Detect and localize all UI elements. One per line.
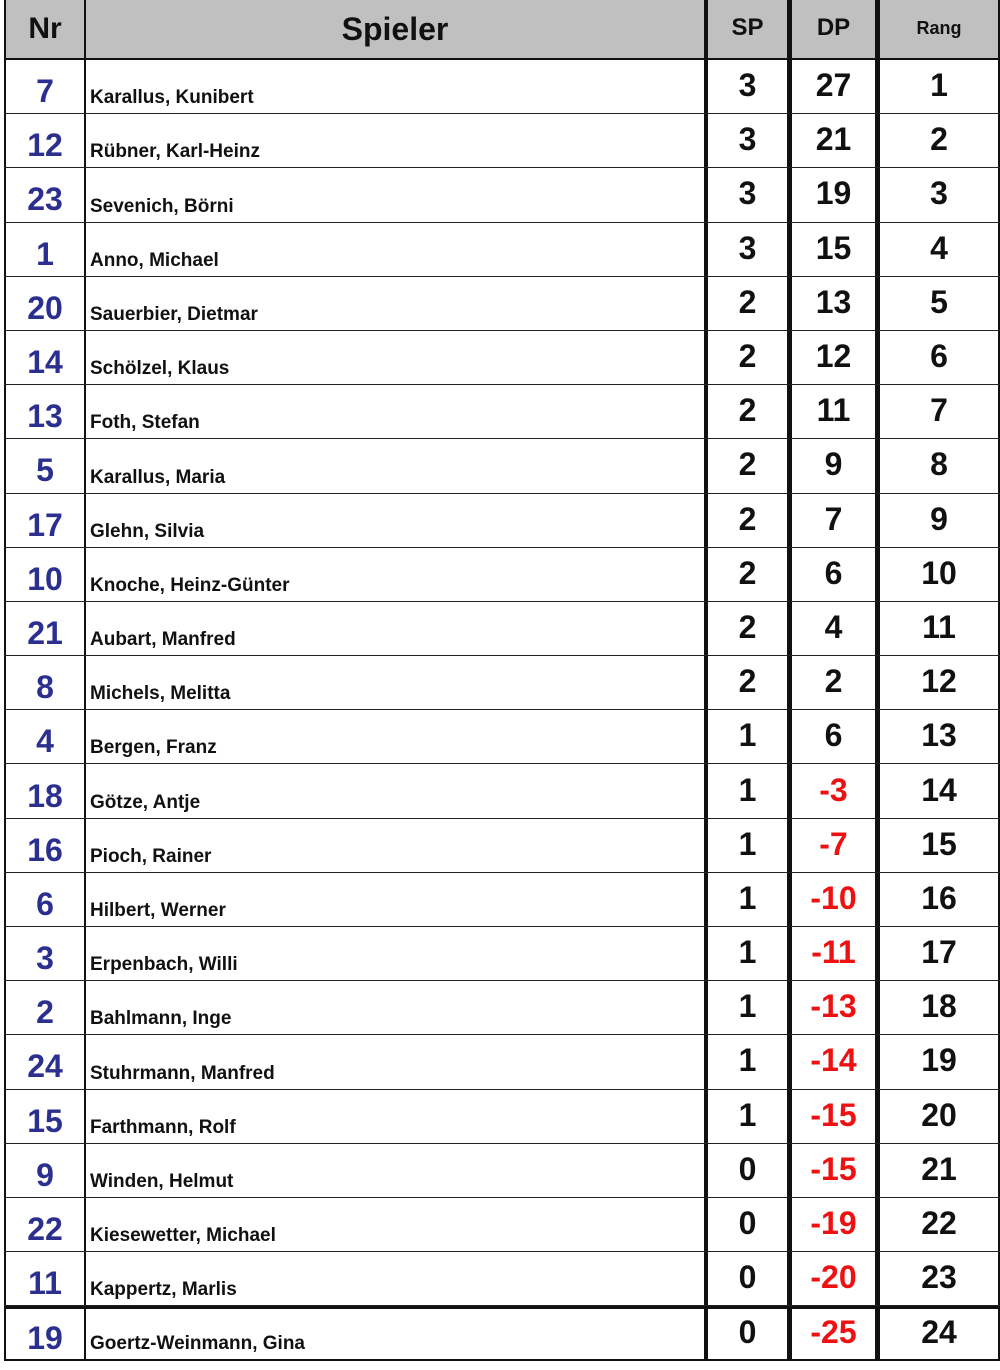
player-name: Goertz-Weinmann, Gina: [86, 1309, 706, 1358]
table-row: [4, 710, 1000, 764]
sp-value: 2: [706, 331, 792, 384]
header-rang: Rang: [880, 0, 1000, 58]
rank-value: 1: [880, 60, 1000, 113]
table-row: [4, 927, 1000, 981]
dp-value: 4: [792, 602, 880, 655]
table-body: [4, 60, 1000, 1361]
sp-value: 1: [706, 981, 792, 1034]
rank-value: 6: [880, 331, 1000, 384]
dp-value: 11: [792, 385, 880, 438]
player-number: 11: [4, 1252, 86, 1305]
table-row: [4, 1090, 1000, 1144]
player-number: 16: [4, 819, 86, 872]
rank-value: 23: [880, 1252, 1000, 1305]
player-name: Bahlmann, Inge: [86, 981, 706, 1034]
table-row: [4, 1306, 1000, 1360]
sp-value: 2: [706, 439, 792, 492]
table-row: [4, 981, 1000, 1035]
table-row: [4, 114, 1000, 168]
player-name: Foth, Stefan: [86, 385, 706, 438]
dp-value: 12: [792, 331, 880, 384]
rank-value: 5: [880, 277, 1000, 330]
player-name: Karallus, Kunibert: [86, 60, 706, 113]
sp-value: 1: [706, 764, 792, 817]
dp-value: 6: [792, 710, 880, 763]
table-row: [4, 764, 1000, 818]
player-name: Hilbert, Werner: [86, 873, 706, 926]
player-number: 13: [4, 385, 86, 438]
player-number: 5: [4, 439, 86, 492]
player-name: Farthmann, Rolf: [86, 1090, 706, 1143]
sp-value: 2: [706, 277, 792, 330]
rank-value: 4: [880, 223, 1000, 276]
player-name: Schölzel, Klaus: [86, 331, 706, 384]
rank-value: 24: [880, 1309, 1000, 1358]
player-number: 15: [4, 1090, 86, 1143]
rank-value: 16: [880, 873, 1000, 926]
sp-value: 2: [706, 602, 792, 655]
table-row: [4, 819, 1000, 873]
sp-value: 3: [706, 168, 792, 221]
player-number: 6: [4, 873, 86, 926]
rank-value: 14: [880, 764, 1000, 817]
player-name: Rübner, Karl-Heinz: [86, 114, 706, 167]
player-name: Anno, Michael: [86, 223, 706, 276]
player-name: Kappertz, Marlis: [86, 1252, 706, 1305]
rank-value: 8: [880, 439, 1000, 492]
table-row: [4, 494, 1000, 548]
player-number: 10: [4, 548, 86, 601]
dp-value: 15: [792, 223, 880, 276]
table-row: [4, 331, 1000, 385]
sp-value: 3: [706, 114, 792, 167]
rank-value: 7: [880, 385, 1000, 438]
rank-value: 19: [880, 1035, 1000, 1088]
rank-value: 17: [880, 927, 1000, 980]
dp-value: -20: [792, 1252, 880, 1305]
player-number: 21: [4, 602, 86, 655]
sp-value: 2: [706, 494, 792, 547]
player-name: Stuhrmann, Manfred: [86, 1035, 706, 1088]
rank-value: 12: [880, 656, 1000, 709]
player-name: Karallus, Maria: [86, 439, 706, 492]
rank-value: 10: [880, 548, 1000, 601]
player-name: Winden, Helmut: [86, 1144, 706, 1197]
player-number: 23: [4, 168, 86, 221]
player-name: Aubart, Manfred: [86, 602, 706, 655]
sp-value: 3: [706, 60, 792, 113]
table-header: [4, 0, 1000, 60]
dp-value: -14: [792, 1035, 880, 1088]
sp-value: 0: [706, 1144, 792, 1197]
player-number: 12: [4, 114, 86, 167]
rank-value: 11: [880, 602, 1000, 655]
player-number: 1: [4, 223, 86, 276]
player-number: 7: [4, 60, 86, 113]
dp-value: -25: [792, 1309, 880, 1358]
dp-value: -3: [792, 764, 880, 817]
player-number: 2: [4, 981, 86, 1034]
rank-value: 22: [880, 1198, 1000, 1251]
rank-value: 3: [880, 168, 1000, 221]
dp-value: -13: [792, 981, 880, 1034]
rank-value: 13: [880, 710, 1000, 763]
table-row: [4, 656, 1000, 710]
table-row: [4, 385, 1000, 439]
table-row: [4, 1252, 1000, 1306]
player-name: Götze, Antje: [86, 764, 706, 817]
player-name: Pioch, Rainer: [86, 819, 706, 872]
sp-value: 1: [706, 873, 792, 926]
table-row: [4, 602, 1000, 656]
sp-value: 2: [706, 548, 792, 601]
dp-value: -7: [792, 819, 880, 872]
sp-value: 2: [706, 385, 792, 438]
player-name: Michels, Melitta: [86, 656, 706, 709]
player-number: 20: [4, 277, 86, 330]
sp-value: 3: [706, 223, 792, 276]
header-dp: DP: [792, 0, 880, 58]
dp-value: -15: [792, 1090, 880, 1143]
player-number: 4: [4, 710, 86, 763]
player-number: 24: [4, 1035, 86, 1088]
table-row: [4, 439, 1000, 493]
player-name: Knoche, Heinz-Günter: [86, 548, 706, 601]
player-name: Sauerbier, Dietmar: [86, 277, 706, 330]
player-name: Sevenich, Börni: [86, 168, 706, 221]
dp-value: 2: [792, 656, 880, 709]
sp-value: 1: [706, 1035, 792, 1088]
dp-value: 7: [792, 494, 880, 547]
player-number: 9: [4, 1144, 86, 1197]
sp-value: 0: [706, 1252, 792, 1305]
table-row: [4, 873, 1000, 927]
table-row: [4, 60, 1000, 114]
header-spieler: Spieler: [86, 0, 706, 58]
sp-value: 1: [706, 1090, 792, 1143]
header-sp: SP: [706, 0, 792, 58]
sp-value: 1: [706, 819, 792, 872]
player-number: 3: [4, 927, 86, 980]
dp-value: 27: [792, 60, 880, 113]
dp-value: 19: [792, 168, 880, 221]
rank-value: 2: [880, 114, 1000, 167]
rank-value: 18: [880, 981, 1000, 1034]
rank-value: 21: [880, 1144, 1000, 1197]
standings-table: [4, 0, 1000, 1361]
dp-value: -11: [792, 927, 880, 980]
rank-value: 9: [880, 494, 1000, 547]
sp-value: 0: [706, 1198, 792, 1251]
table-row: [4, 1035, 1000, 1089]
dp-value: 6: [792, 548, 880, 601]
sp-value: 1: [706, 927, 792, 980]
rank-value: 20: [880, 1090, 1000, 1143]
rank-value: 15: [880, 819, 1000, 872]
player-number: 22: [4, 1198, 86, 1251]
dp-value: 13: [792, 277, 880, 330]
table-row: [4, 1198, 1000, 1252]
table-row: [4, 277, 1000, 331]
dp-value: 21: [792, 114, 880, 167]
player-name: Kiesewetter, Michael: [86, 1198, 706, 1251]
dp-value: 9: [792, 439, 880, 492]
dp-value: -10: [792, 873, 880, 926]
table-row: [4, 1144, 1000, 1198]
table-row: [4, 223, 1000, 277]
player-name: Bergen, Franz: [86, 710, 706, 763]
player-number: 19: [4, 1309, 86, 1358]
player-name: Glehn, Silvia: [86, 494, 706, 547]
table-row: [4, 548, 1000, 602]
table-row: [4, 168, 1000, 222]
player-number: 8: [4, 656, 86, 709]
sp-value: 2: [706, 656, 792, 709]
sp-value: 0: [706, 1309, 792, 1358]
header-nr: Nr: [4, 0, 86, 58]
sp-value: 1: [706, 710, 792, 763]
dp-value: -15: [792, 1144, 880, 1197]
player-number: 14: [4, 331, 86, 384]
dp-value: -19: [792, 1198, 880, 1251]
player-number: 17: [4, 494, 86, 547]
player-number: 18: [4, 764, 86, 817]
player-name: Erpenbach, Willi: [86, 927, 706, 980]
